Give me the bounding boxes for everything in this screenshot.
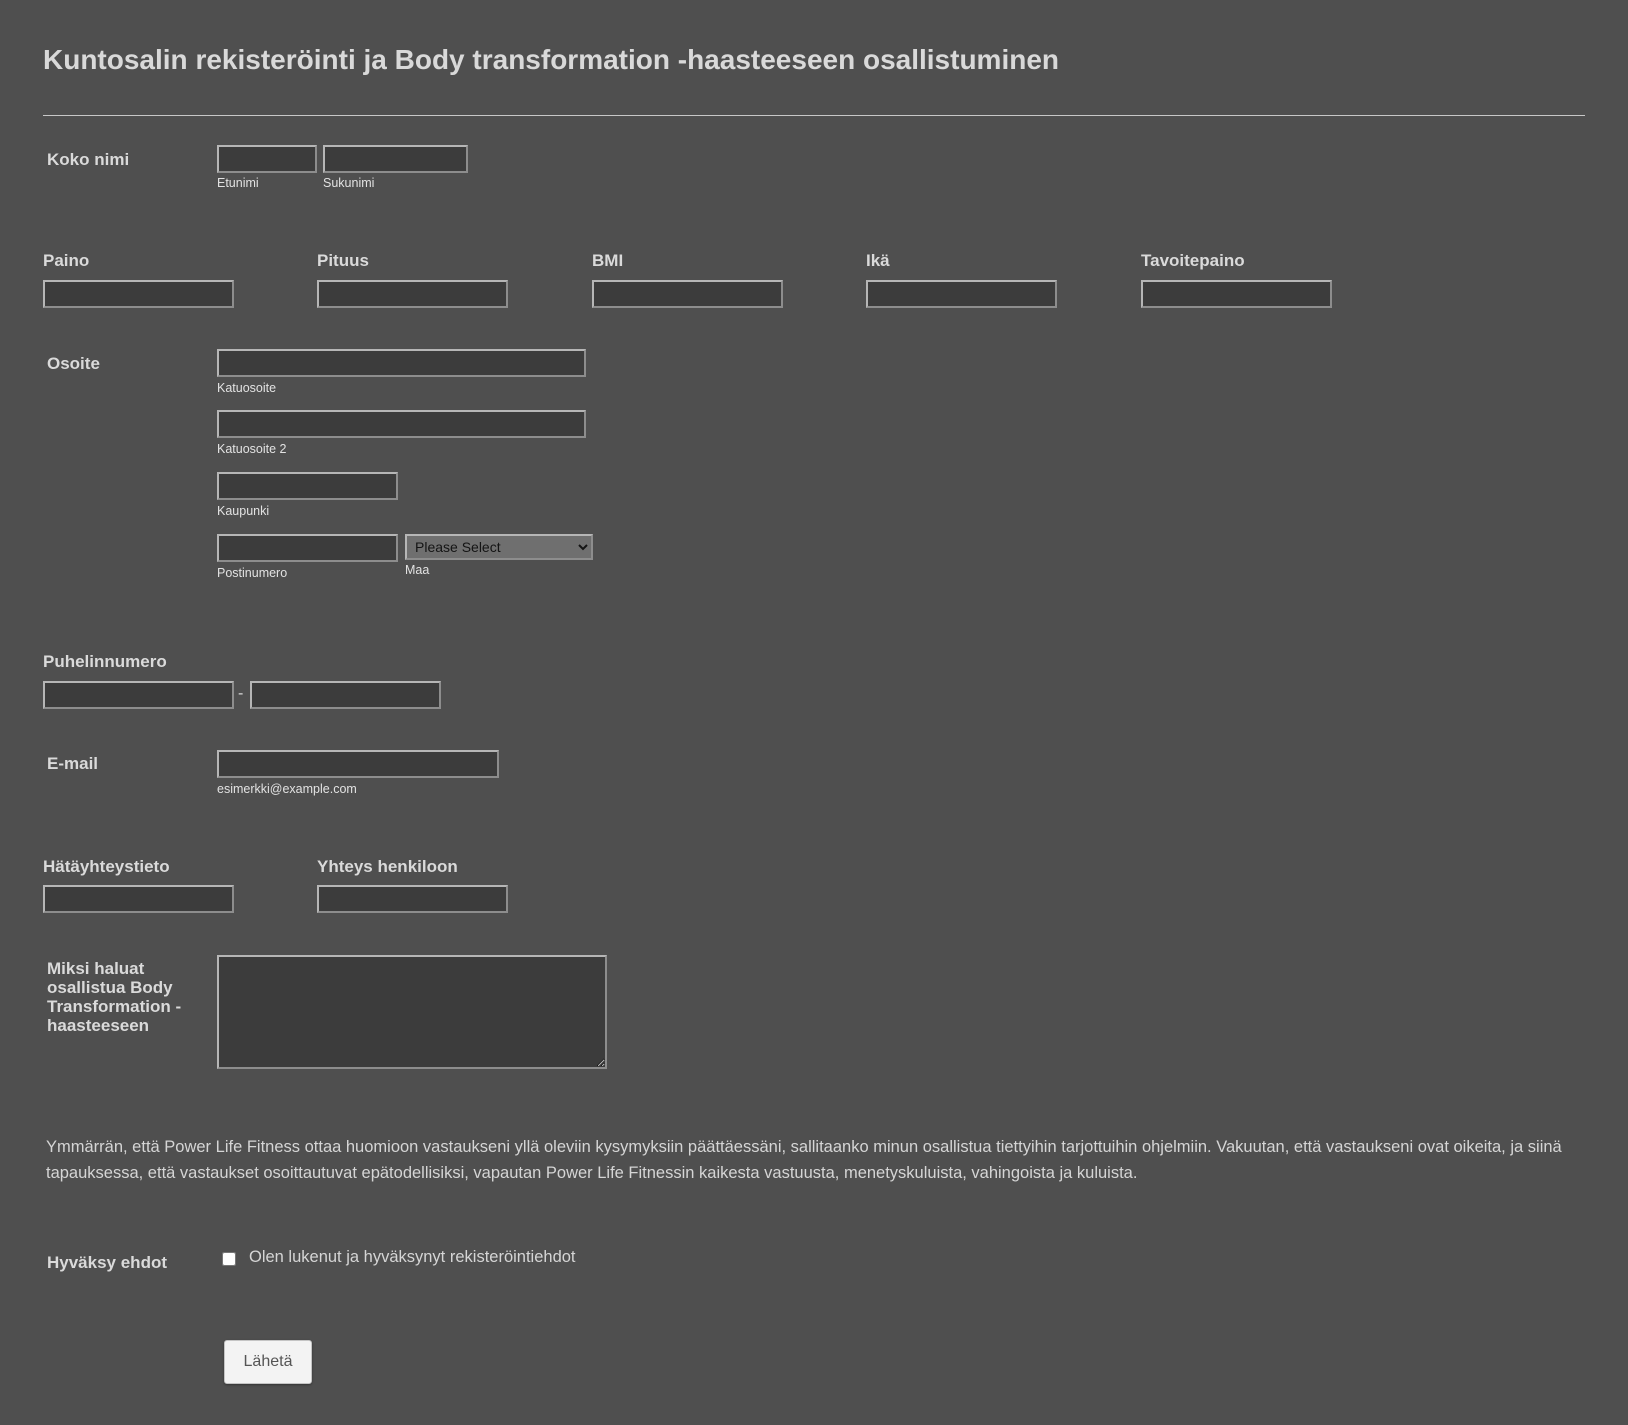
city-sublabel: Kaupunki [217, 504, 270, 518]
postal-code-sublabel: Postinumero [217, 566, 288, 580]
contact-person-input[interactable] [317, 885, 508, 913]
emergency-contact-label: Hätäyhteystieto [43, 857, 170, 876]
city-input[interactable] [217, 472, 398, 500]
email-sublabel: esimerkki@example.com [217, 782, 357, 796]
accept-terms-checkbox-label[interactable]: Olen lukenut ja hyväksynyt rekisteröintiehdot [249, 1248, 576, 1266]
street2-sublabel: Katuosoite 2 [217, 442, 287, 456]
address-label: Osoite [47, 354, 100, 373]
street-sublabel: Katuosoite [217, 381, 277, 395]
street-input[interactable] [217, 349, 586, 377]
accept-terms-label: Hyväksy ehdot [47, 1253, 167, 1272]
last-name-sublabel: Sukunimi [323, 176, 375, 190]
phone-label: Puhelinnumero [43, 652, 167, 671]
weight-label: Paino [43, 251, 90, 270]
emergency-contact-input[interactable] [43, 885, 234, 913]
phone-number-input[interactable] [250, 681, 441, 709]
street2-input[interactable] [217, 410, 586, 438]
phone-separator: - [238, 685, 244, 702]
height-label: Pituus [317, 251, 369, 270]
weight-input[interactable] [43, 280, 234, 308]
full-name-label: Koko nimi [47, 150, 130, 169]
age-input[interactable] [866, 280, 1057, 308]
contact-person-label: Yhteys henkiloon [317, 857, 458, 876]
target-weight-label: Tavoitepaino [1141, 251, 1245, 270]
postal-code-input[interactable] [217, 534, 398, 562]
reason-textarea[interactable] [217, 955, 607, 1069]
first-name-sublabel: Etunimi [217, 176, 259, 190]
country-sublabel: Maa [405, 563, 430, 577]
terms-text: Ymmärrän, että Power Life Fitness ottaa huomioon vastaukseni yllä oleviin kysymyksiin päättäessäni, sallitaanko minun osallistua tiettyihin tarjottuihin ohjelmiin. Vakuutan, että vastaukseni ovat oikeita, ja siinä tapauksessa, että vastaukset osoittautuvat epätodellisiksi, vapautan Power Life Fitnessin kaikesta vastuusta, menetyskuluista, vahingoista ja kuluista. [46, 1138, 1562, 1182]
target-weight-input[interactable] [1141, 280, 1332, 308]
height-input[interactable] [317, 280, 508, 308]
age-label: Ikä [866, 251, 890, 270]
bmi-label: BMI [592, 251, 624, 270]
submit-button[interactable]: Lähetä [224, 1340, 312, 1384]
first-name-input[interactable] [217, 145, 317, 173]
title-divider [43, 115, 1585, 116]
bmi-input[interactable] [592, 280, 783, 308]
email-input[interactable] [217, 750, 499, 778]
form-title: Kuntosalin rekisteröinti ja Body transformation -haasteeseen osallistuminen [43, 44, 1060, 75]
email-label: E-mail [47, 754, 99, 773]
country-select[interactable] [405, 534, 593, 560]
accept-terms-checkbox[interactable] [222, 1252, 236, 1266]
reason-label: Miksi haluat osallistua Body Transformation -haasteeseen [47, 959, 182, 1035]
phone-area-input[interactable] [43, 681, 234, 709]
last-name-input[interactable] [323, 145, 468, 173]
